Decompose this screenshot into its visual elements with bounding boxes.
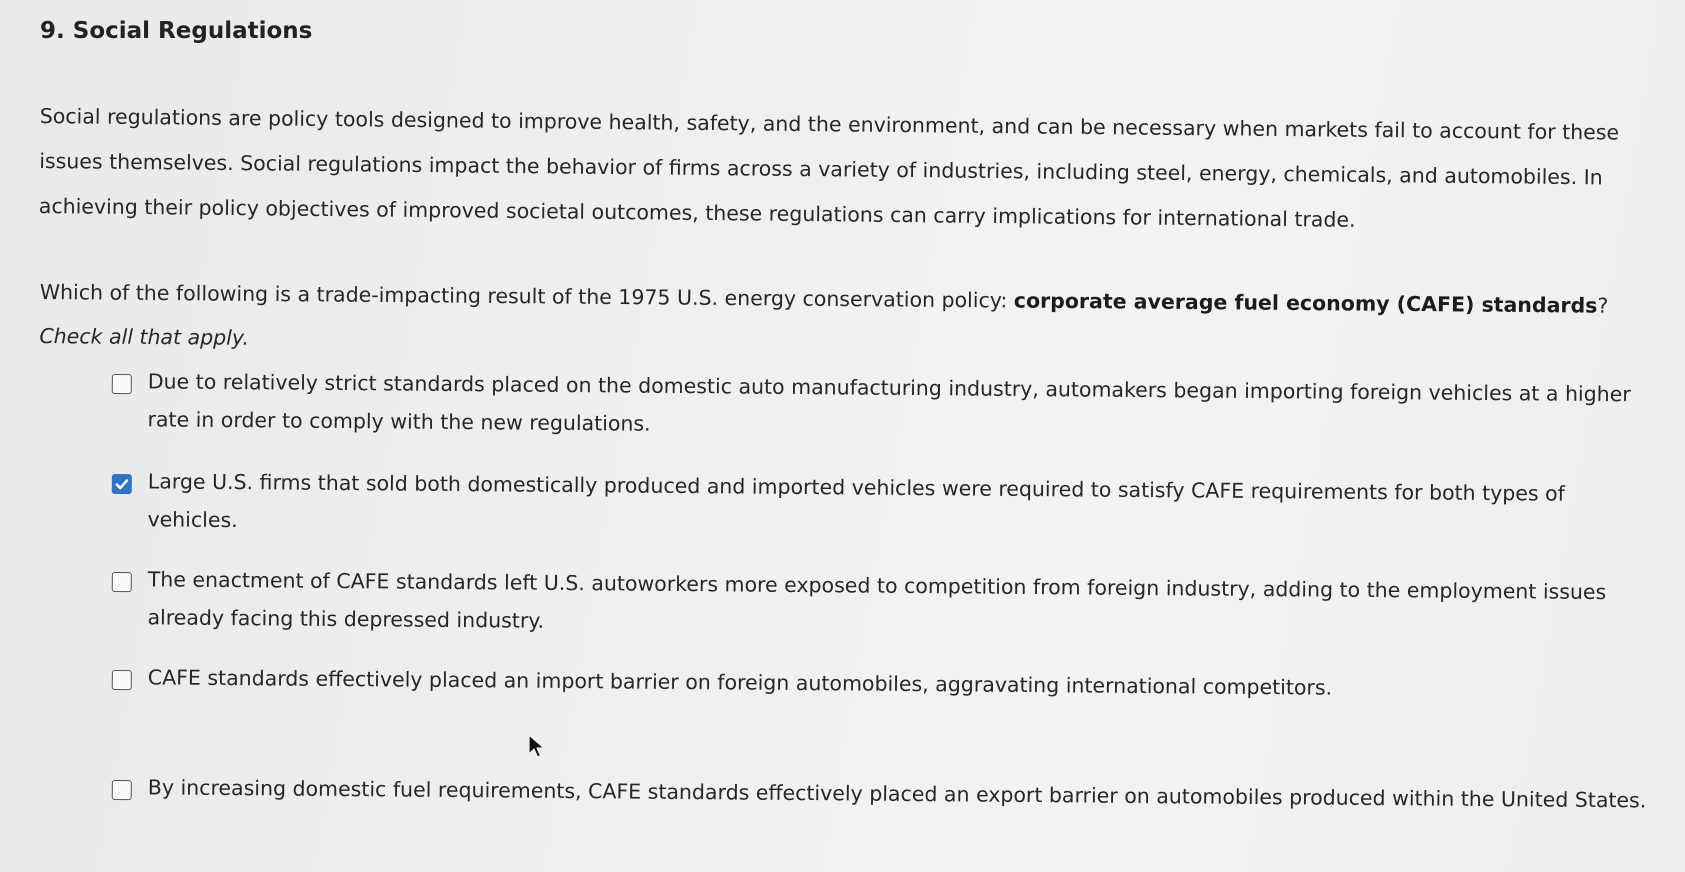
option-checkbox-5[interactable] bbox=[112, 780, 132, 800]
question-prompt bbox=[39, 270, 1660, 372]
option-checkbox-3[interactable] bbox=[112, 572, 132, 592]
answer-option-5[interactable] bbox=[112, 768, 1672, 820]
answer-option-3[interactable] bbox=[111, 560, 1672, 650]
option-label-5: By increasing domestic fuel requirements, CAFE standards effectively placed an export barrier on automobiles produced within the United States. bbox=[147, 775, 1647, 813]
mouse-pointer-icon bbox=[528, 734, 546, 760]
option-checkbox-2[interactable] bbox=[112, 474, 132, 494]
option-checkbox-1[interactable] bbox=[112, 374, 132, 394]
prompt-question-mark: ? bbox=[1597, 293, 1609, 318]
checkmark-icon bbox=[114, 476, 130, 492]
option-label-2: Large U.S. firms that sold both domestically produced and imported vehicles were required to satisfy CAFE requirements for both types of vehicles. bbox=[147, 469, 1565, 533]
prompt-instruction: Check all that apply. bbox=[39, 323, 250, 350]
option-label-1: Due to relatively strict standards placed on the domestic auto manufacturing industry, automakers began importing foreign vehicles at a higher rate in order to comply with the new regulations. bbox=[147, 369, 1631, 436]
option-checkbox-4[interactable] bbox=[112, 670, 132, 690]
question-intro: Social regulations are policy tools designed to improve health, safety, and the environment, and can be necessary when markets fail to account for these issues themselves. Social regulations impact the behavior of firms across a variety of industries, including steel, energy, chemicals, and automobiles. In achieving their policy objectives of improved societal outcomes, these regulations can carry implications for international trade. bbox=[38, 103, 1620, 232]
answer-option-2[interactable] bbox=[111, 462, 1672, 552]
prompt-bold-term: corporate average fuel economy (CAFE) standards bbox=[1013, 288, 1598, 318]
question-heading: 9. Social Regulations bbox=[40, 18, 313, 44]
prompt-text: Which of the following is a trade-impacting result of the 1975 U.S. energy conservation policy: bbox=[39, 279, 1014, 313]
answer-option-1[interactable] bbox=[111, 362, 1672, 452]
answer-option-4[interactable] bbox=[112, 658, 1672, 710]
option-label-3: The enactment of CAFE standards left U.S. autoworkers more exposed to competition from foreign industry, adding to the employment issues already facing this depressed industry. bbox=[147, 567, 1607, 633]
option-label-4: CAFE standards effectively placed an import barrier on foreign automobiles, aggravating international competitors. bbox=[147, 665, 1333, 700]
